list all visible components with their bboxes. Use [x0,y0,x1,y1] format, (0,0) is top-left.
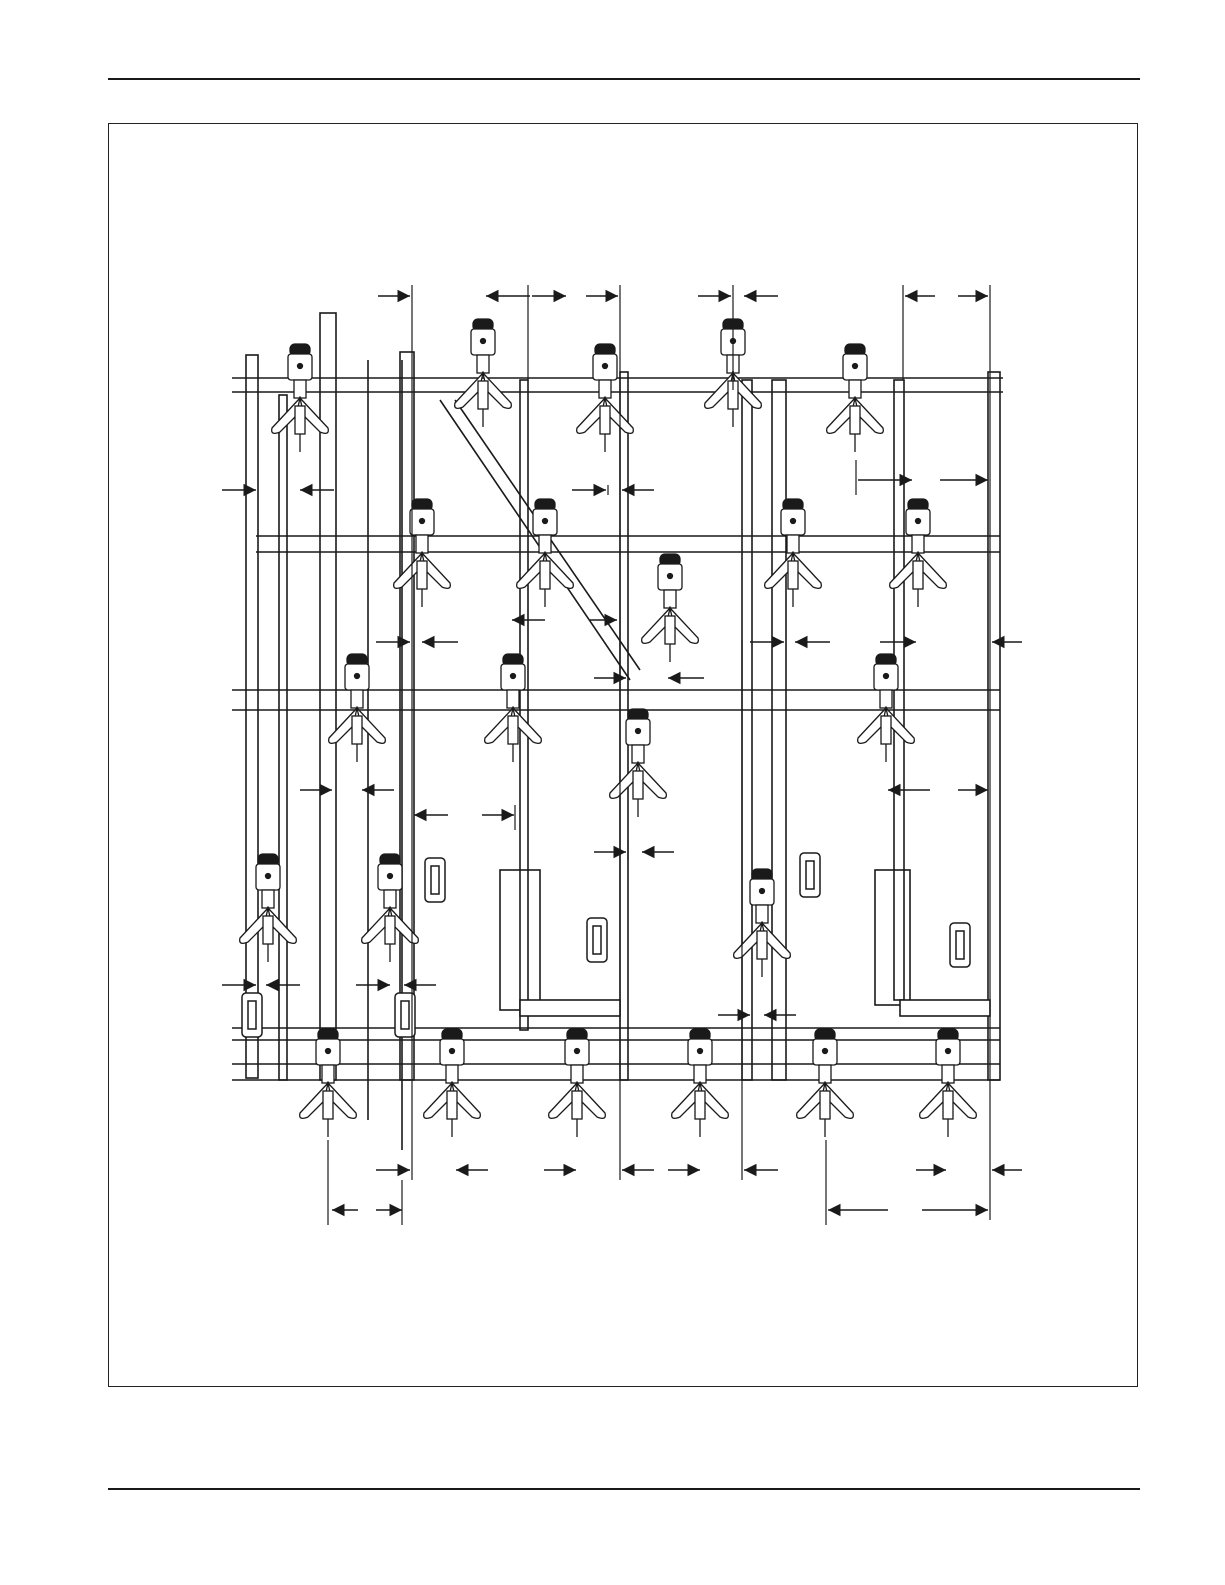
shank-sweep [300,1029,357,1137]
shank-sweep [797,1029,854,1137]
frame-member-vertical [742,380,752,1080]
shank-sweep [642,554,699,662]
shank-sweep [610,709,667,817]
shank-sweep [517,499,574,607]
lift-arm [900,1000,990,1016]
shank-sweep [485,654,542,762]
frame-member-vertical [520,380,528,1030]
gauge-wheel [950,923,970,967]
shank-sweep [858,654,915,762]
lift-arm [520,1000,620,1016]
gauge-wheel [425,858,445,902]
frame-bar-horizontal [232,1064,1000,1080]
shank-sweep [827,344,884,452]
diagonal-brace [440,400,630,680]
shank-sweep [577,344,634,452]
gauge-wheel [587,918,607,962]
shank-sweep [920,1029,977,1137]
shank-sweep [890,499,947,607]
shank-sweep [362,854,419,962]
gauge-wheel [242,993,262,1037]
frame-member-vertical [246,355,258,1078]
shank-sweep [672,1029,729,1137]
shank-sweep [329,654,386,762]
frame-bar-horizontal [232,378,1003,392]
shank-sweep [765,499,822,607]
gauge-wheel [800,853,820,897]
frame-member-vertical [279,395,287,1080]
frame-bar-horizontal [232,1028,1000,1040]
frame-member-vertical [772,380,786,1080]
shank-sweep [549,1029,606,1137]
shank-sweep [240,854,297,962]
shank-sweep [424,1029,481,1137]
